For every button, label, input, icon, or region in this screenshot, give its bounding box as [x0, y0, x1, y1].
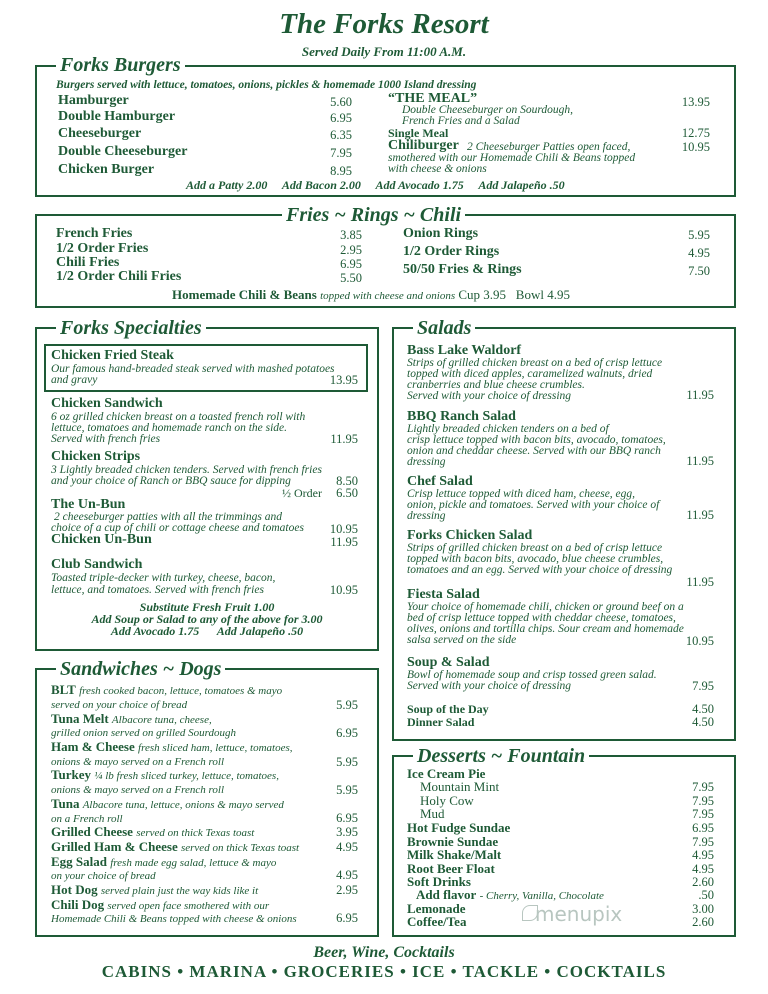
chicken-strips-desc: and your choice of Ranch or BBQ sauce for dipping — [51, 475, 291, 487]
salad-desc: onion, pickle and tomatoes. Served with your choice of — [407, 499, 660, 511]
menu-item-price: 6.95 — [692, 821, 714, 835]
salad-price: 10.95 — [685, 634, 714, 648]
the-meal-price: 13.95 — [681, 95, 710, 109]
menu-item-price: 2.60 — [692, 875, 714, 889]
chili-dog-price: 6.95 — [336, 911, 358, 925]
salad-desc: Strips of grilled chicken breast on a bed of crisp lettuce — [407, 357, 663, 369]
salad-desc: dressing — [407, 510, 446, 522]
grilled-cheese-price: 3.95 — [336, 825, 358, 839]
chicken-strips-price: 8.50 — [336, 474, 358, 488]
sandwiches-title: Sandwiches ~ Dogs — [56, 658, 225, 680]
salad-desc: tomatoes and an egg. Served with your choice of dressing — [407, 564, 673, 576]
cfs-desc: and gravy — [51, 374, 98, 386]
menu-item-price: 7.50 — [688, 264, 710, 278]
list-item: Holy Cow — [420, 793, 474, 808]
menu-item-price: 7.95 — [330, 146, 352, 160]
fries-title: Fries ~ Rings ~ Chili — [282, 204, 465, 226]
un-bun-desc: 2 cheeseburger patties with all the trimmings and — [54, 511, 282, 523]
salads-title: Salads — [413, 317, 475, 339]
menu-item-price: 5.95 — [336, 783, 358, 797]
salad-desc: Lightly breaded chicken tenders on a bed of — [407, 423, 609, 435]
menu-item-name: Cheeseburger — [58, 126, 142, 141]
restaurant-title: The Forks Resort — [279, 8, 489, 40]
chiliburger-desc: with cheese & onions — [388, 163, 487, 175]
menu-item-price: 5.60 — [330, 95, 352, 109]
soup-of-day-price: 4.50 — [692, 702, 714, 716]
chili-dog-name: Chili Dog — [51, 897, 105, 912]
salad-desc: Bowl of homemade soup and crisp tossed green salad. — [407, 669, 657, 681]
salad-desc: bed of crisp lettuce topped with cheddar cheese, tomatoes, — [407, 612, 676, 624]
dinner-salad-name: Dinner Salad — [407, 715, 475, 729]
menu-item-price: 7.95 — [692, 807, 714, 821]
menu-item-price: 7.95 — [692, 794, 714, 808]
menu-item-price: 6.95 — [336, 811, 358, 825]
grilled-cheese-name: Grilled Cheese — [51, 824, 133, 839]
menu-item-name: BLT — [51, 682, 76, 697]
menu-item-desc: ¼ lb fresh sliced turkey, lettuce, tomatoes, — [94, 770, 279, 782]
menu-item-name: 50/50 Fries & Rings — [403, 262, 522, 277]
list-item: Root Beer Float — [407, 861, 495, 876]
grilled-cheese-desc: served on thick Texas toast — [136, 827, 255, 839]
menu-item-name: Double Hamburger — [58, 109, 176, 124]
egg-salad-price: 4.95 — [336, 868, 358, 882]
menu-item-price: 6.95 — [336, 726, 358, 740]
menu-item-price: 7.95 — [692, 780, 714, 794]
chicken-un-bun-name: Chicken Un-Bun — [51, 532, 152, 547]
menu-item-price: 5.95 — [336, 755, 358, 769]
menu-item-price: 5.50 — [340, 271, 362, 285]
grilled-ham-price: 4.95 — [336, 840, 358, 854]
menu-item-desc: Albacore tuna, cheese, — [111, 714, 212, 726]
chiliburger-price: 10.95 — [681, 140, 710, 154]
burgers-title: Forks Burgers — [56, 54, 185, 76]
salad-desc: topped with diced apples, caramelized walnuts, dried — [407, 368, 653, 380]
footer-beer-wine: Beer, Wine, Cocktails — [313, 944, 455, 961]
egg-salad-name: Egg Salad — [51, 854, 107, 869]
list-item: Mud — [420, 806, 445, 821]
the-meal-name: “THE MEAL” — [388, 91, 478, 106]
the-meal-desc: Double Cheeseburger on Sourdough, — [402, 104, 573, 116]
chili-beans-line — [172, 288, 570, 303]
chiliburger-desc: 2 Cheeseburger Patties open faced, — [467, 141, 631, 153]
menu-item-price: 2.95 — [340, 243, 362, 257]
add-flavor-label: Add flavor — [416, 887, 477, 902]
menu-item-price: 4.95 — [692, 848, 714, 862]
chicken-sandwich-desc: 6 oz grilled chicken breast on a toasted french roll with — [51, 411, 306, 423]
add-flavor-price: .50 — [698, 888, 714, 902]
salad-price: 11.95 — [686, 388, 714, 402]
salad-name: BBQ Ranch Salad — [407, 409, 516, 424]
chicken-sandwich-desc: Served with french fries — [51, 433, 161, 445]
cfs-price: 13.95 — [329, 373, 358, 387]
menu-item-name: Ham & Cheese — [51, 739, 135, 754]
lemonade-name: Lemonade — [407, 901, 466, 916]
menu-item-price: 6.95 — [330, 111, 352, 125]
chili-dog-desc: Homemade Chili & Beans topped with cheese & onions — [51, 913, 297, 925]
chili-beans-name: Homemade Chili & Beans — [172, 287, 317, 302]
cfs-name: Chicken Fried Steak — [51, 348, 174, 363]
hot-dog-desc: served plain just the way kids like it — [100, 885, 259, 897]
menu-item-price: 6.95 — [340, 257, 362, 271]
footer-amenities: CABINS • MARINA • GROCERIES • ICE • TACKLE • COCKTAILS — [101, 962, 667, 981]
hours-subtitle: Served Daily From 11:00 A.M. — [301, 44, 467, 59]
half-order-label: ½ Order — [282, 486, 322, 500]
menu-item-price: 6.35 — [330, 128, 352, 142]
menu-item-name: Tuna Melt — [51, 711, 109, 726]
menu-item-price: 5.95 — [688, 228, 710, 242]
menu-item-desc: fresh cooked bacon, lettuce, tomatoes & mayo — [79, 685, 283, 697]
cfs-desc: Our famous hand-breaded steak served with mashed potatoes — [51, 363, 335, 375]
list-item — [51, 683, 282, 698]
egg-salad-desc: fresh made egg salad, lettuce & mayo — [110, 857, 277, 869]
salad-desc: olives, onions and tortilla chips. Sour cream and homemade — [407, 623, 684, 635]
single-meal-name: Single Meal — [388, 126, 449, 140]
salad-desc: Your choice of homemade chili, chicken or ground beef on a — [407, 601, 684, 613]
club-sandwich-desc: Toasted triple-decker with turkey, cheese, bacon, — [51, 572, 276, 584]
menu-item-name: Chili Fries — [56, 255, 120, 270]
un-bun-name: The Un-Bun — [51, 497, 126, 512]
single-meal-price: 12.75 — [681, 126, 710, 140]
list-item — [51, 768, 279, 783]
chicken-strips-name: Chicken Strips — [51, 449, 141, 464]
salad-price: 11.95 — [686, 575, 714, 589]
menupix-watermark: menupix — [535, 902, 623, 926]
grilled-ham-desc: served on thick Texas toast — [180, 842, 300, 854]
menu-item-name: 1/2 Order Rings — [403, 244, 500, 259]
menu-item-name: Onion Rings — [403, 226, 479, 241]
club-sandwich-price: 10.95 — [329, 583, 358, 597]
menu-item-desc: onions & mayo served on a French roll — [51, 784, 225, 796]
chicken-un-bun-price: 11.95 — [330, 535, 358, 549]
chicken-sandwich-desc: lettuce, tomatoes and homemade ranch on the side. — [51, 422, 288, 434]
grilled-ham-name: Grilled Ham & Cheese — [51, 839, 178, 854]
menu-item-price: 4.95 — [688, 246, 710, 260]
menu-item-price: 4.95 — [692, 862, 714, 876]
list-item — [51, 797, 284, 812]
egg-salad-desc: on your choice of bread — [51, 870, 156, 882]
salad-name: Soup & Salad — [407, 655, 490, 670]
salad-desc: Served with your choice of dressing — [407, 680, 572, 692]
chiliburger-name: Chiliburger — [388, 138, 459, 153]
list-item: Milk Shake/Malt — [407, 847, 502, 862]
chili-dog-desc: served open face smothered with our — [107, 900, 270, 912]
coffee-tea-price: 2.60 — [692, 915, 714, 929]
menu-item-price: 5.95 — [336, 698, 358, 712]
add-avocado-jalapeno: Add Avocado 1.75 Add Jalapeño .50 — [110, 624, 304, 638]
half-order-price: 6.50 — [336, 486, 358, 500]
the-meal-desc: French Fries and a Salad — [402, 115, 520, 127]
chicken-sandwich-name: Chicken Sandwich — [51, 396, 163, 411]
chicken-sandwich-price: 11.95 — [330, 432, 358, 446]
menu-item-desc: on a French roll — [51, 813, 123, 825]
list-item — [51, 740, 293, 755]
list-item: Hot Fudge Sundae — [407, 820, 511, 835]
salad-price: 11.95 — [686, 508, 714, 522]
club-sandwich-name: Club Sandwich — [51, 557, 143, 572]
menu-item-desc: grilled onion served on grilled Sourdough — [51, 727, 237, 739]
chicken-strips-desc: 3 Lightly breaded chicken tenders. Served with french fries — [51, 464, 322, 476]
un-bun-desc: choice of a cup of chili or cottage cheese and tomatoes — [51, 522, 304, 534]
menu-item-name: Hamburger — [58, 93, 129, 108]
chili-beans-prices: Cup 3.95 Bowl 4.95 — [458, 287, 570, 302]
salad-desc: Served with your choice of dressing — [407, 390, 572, 402]
salad-desc: salsa served on the side — [407, 634, 517, 646]
ice-cream-pie-heading: Ice Cream Pie — [407, 766, 486, 781]
un-bun-price: 10.95 — [329, 522, 358, 536]
salad-desc: crisp lettuce topped with bacon bits, avocado, tomatoes, — [407, 434, 666, 446]
list-item: Mountain Mint — [420, 779, 500, 794]
chiliburger-desc: smothered with our Homemade Chili & Beans topped — [388, 152, 636, 164]
grilled-ham-line — [51, 840, 299, 855]
salad-desc: dressing — [407, 456, 446, 468]
hot-dog-line — [51, 883, 258, 898]
substitute-fruit: Substitute Fresh Fruit 1.00 — [139, 600, 275, 614]
menu-item-name: Turkey — [51, 767, 91, 782]
menu-item-desc: onions & mayo served on a French roll — [51, 756, 225, 768]
salad-price: 11.95 — [686, 454, 714, 468]
menu-item-name: French Fries — [56, 226, 133, 241]
coffee-tea-name: Coffee/Tea — [407, 914, 467, 929]
menu-item-price: 7.95 — [692, 835, 714, 849]
list-item — [51, 712, 212, 727]
burgers-addons: Add a Patty 2.00 Add Bacon 2.00 Add Avocado 1.75 Add Jalapeño .50 — [186, 178, 565, 192]
list-item: Brownie Sundae — [407, 834, 499, 849]
salad-name: Bass Lake Waldorf — [407, 343, 522, 358]
menu-item-name: Chicken Burger — [58, 162, 155, 177]
egg-salad-line — [51, 855, 276, 870]
desserts-title: Desserts ~ Fountain — [413, 745, 589, 767]
menu-item-name: Tuna — [51, 796, 80, 811]
soup-of-day-name: Soup of the Day — [407, 702, 489, 716]
menu-item-price: 8.95 — [330, 164, 352, 178]
menu-item-price: 3.85 — [340, 228, 362, 242]
add-flavor-desc: - Cherry, Vanilla, Chocolate — [479, 890, 604, 902]
hot-dog-price: 2.95 — [336, 883, 358, 897]
list-item: Soft Drinks — [407, 874, 471, 889]
salad-name: Fiesta Salad — [407, 587, 480, 602]
menu-item-name: 1/2 Order Fries — [56, 241, 149, 256]
menu-item-desc: fresh sliced ham, lettuce, tomatoes, — [138, 742, 293, 754]
salad-desc: Strips of grilled chicken breast on a bed of crisp lettuce — [407, 542, 663, 554]
salad-desc: topped with bacon bits, avocado, blue cheese crumbles, — [407, 553, 664, 565]
salad-desc: cranberries and blue cheese crumbles. — [407, 379, 585, 391]
club-sandwich-desc: lettuce, and tomatoes. Served with french fries — [51, 584, 264, 596]
menu-item-desc: Albacore tuna, lettuce, onions & mayo served — [82, 799, 284, 811]
salad-desc: Crisp lettuce topped with diced ham, cheese, egg, — [407, 488, 636, 500]
dinner-salad-price: 4.50 — [692, 715, 714, 729]
menu-item-desc: served on your choice of bread — [51, 699, 188, 711]
salad-price: 7.95 — [692, 679, 714, 693]
specialties-title: Forks Specialties — [56, 317, 206, 339]
salad-name: Chef Salad — [407, 474, 473, 489]
hot-dog-name: Hot Dog — [51, 882, 98, 897]
chili-beans-desc: topped with cheese and onions — [320, 290, 456, 302]
menu-item-name: 1/2 Order Chili Fries — [56, 269, 182, 284]
salad-name: Forks Chicken Salad — [407, 528, 533, 543]
salad-desc: onion and cheddar cheese. Served with our BBQ ranch — [407, 445, 661, 457]
burgers-note: Burgers served with lettuce, tomatoes, onions, pickles & homemade 1000 Island dressing — [56, 79, 477, 91]
add-soup-salad: Add Soup or Salad to any of the above for 3.00 — [91, 612, 323, 626]
lemonade-price: 3.00 — [692, 902, 714, 916]
chili-dog-line — [51, 898, 269, 913]
menu-item-name: Double Cheeseburger — [58, 144, 188, 159]
grilled-cheese-line — [51, 825, 254, 840]
